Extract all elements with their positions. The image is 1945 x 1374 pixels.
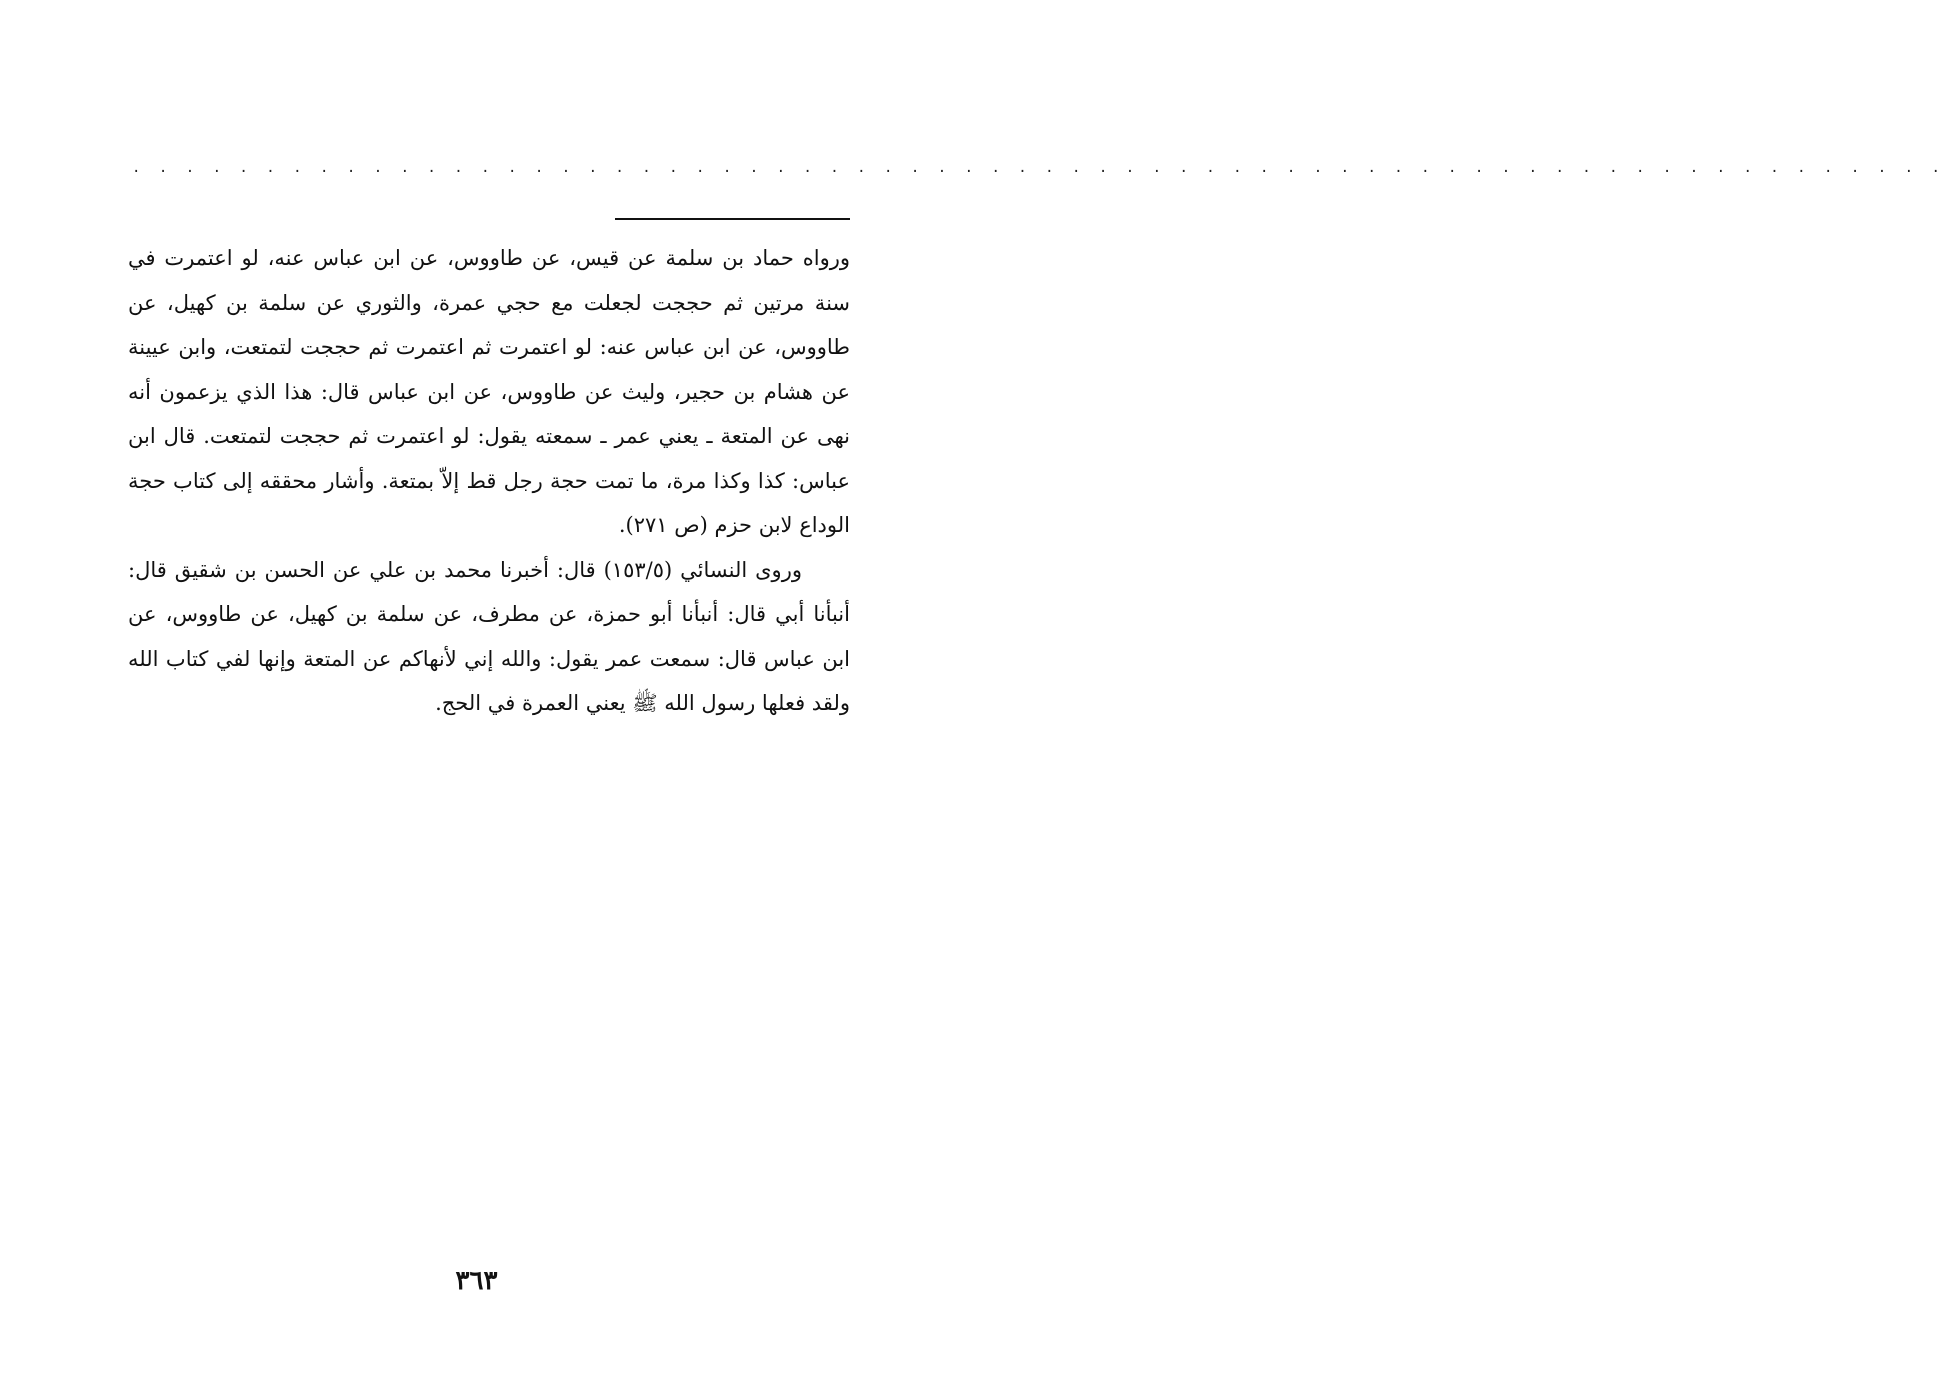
footnote-text <box>128 236 850 726</box>
footnote-paragraph-1: ورواه حماد بن سلمة عن قيس، عن طاووس، عن ابن عباس عنه، لو اعتمرت في سنة مرتين ثم حججت لجعلت مع حجي عمرة، والثوري عن سلمة بن كهيل، عن طاووس، عن ابن عباس عنه: لو اعتمرت ثم اعتمرت ثم حججت لتمتعت، وابن عيينة عن هشام بن حجير، وليث عن طاووس، عن ابن عباس قال: هذا الذي يزعمون أنه نهى عن المتعة ـ يعني عمر ـ سمعته يقول: لو اعتمرت ثم حججت لتمتعت. قال ابن عباس: كذا وكذا مرة، ما تمت حجة رجل قط إلاّ بمتعة. وأشار محققه إلى كتاب حجة الوداع لابن حزم (ص ٢٧١). <box>128 246 850 537</box>
footnote-paragraph-2: وروى النسائي (١٥٣/٥) قال: أخبرنا محمد بن علي عن الحسن بن شقيق قال: أنبأنا أبي قال: أنبأنا أبو حمزة، عن مطرف، عن سلمة بن كهيل، عن طاووس، عن ابن عباس قال: سمعت عمر يقول: والله إني لأنهاكم عن المتعة وإنها لفي كتاب الله ولقد فعلها رسول الله ﷺ يعني العمرة في الحج. <box>128 557 850 715</box>
page-number: ٣٦٣ <box>455 1266 498 1296</box>
footnote-rule <box>615 218 850 220</box>
separator-dots: . . . . . . . . . . . . . . . . . . . . . . . . . . . . . . . . . . . . . . . . . . . . . . . . . . . . . . . . . . . . . . . . . . . . <box>132 160 1945 176</box>
